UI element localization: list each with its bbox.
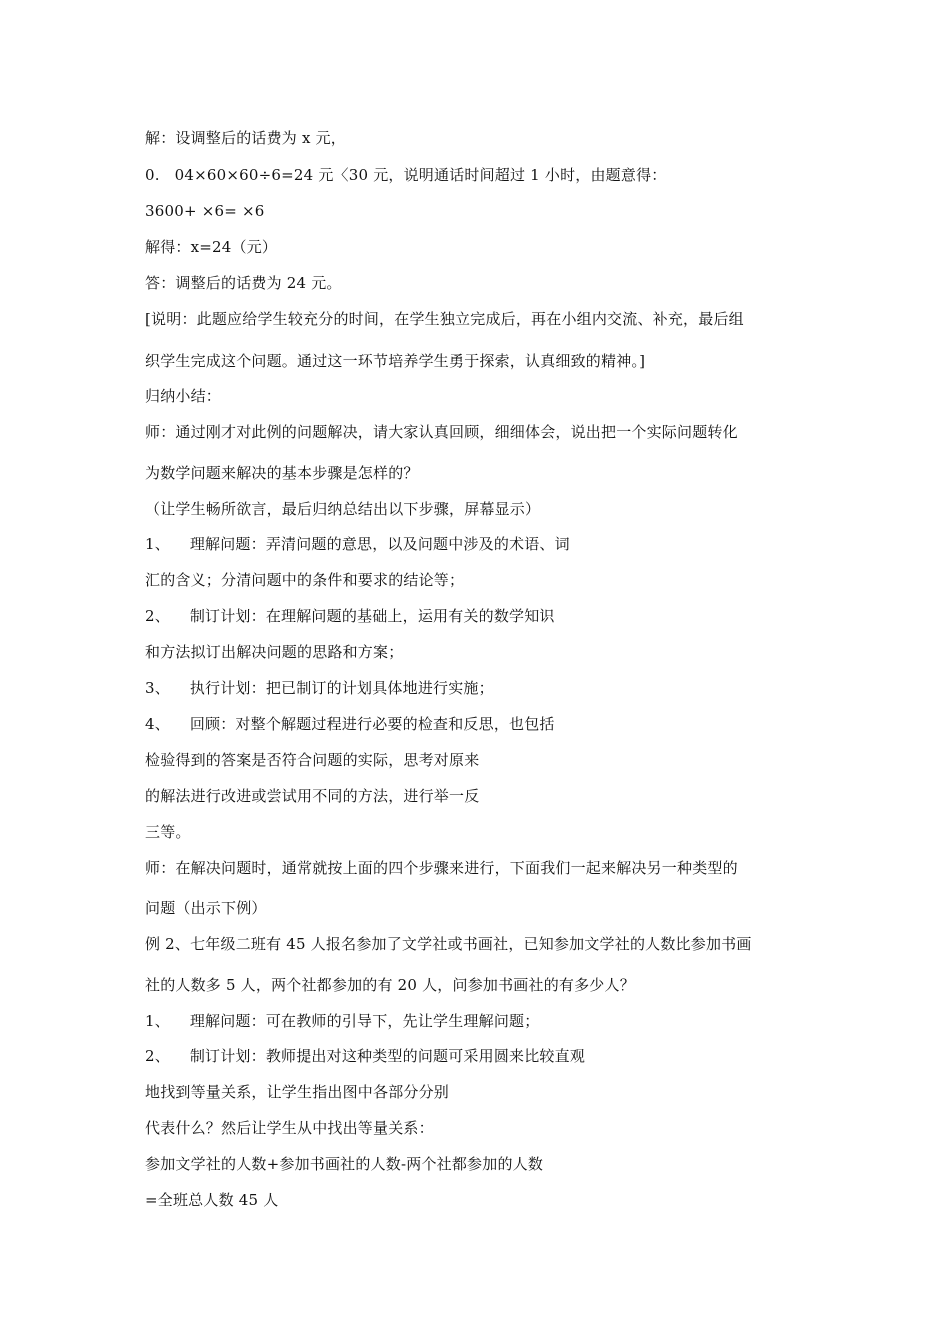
equality-relation-line-2: =全班总人数 45 人: [145, 1191, 279, 1209]
step-1-line-2: 汇的含义；分清问题中的条件和要求的结论等；: [145, 571, 465, 589]
note-line-1: [说明：此题应给学生较充分的时间，在学生独立完成后，再在小组内交流、补充，最后组: [145, 310, 744, 328]
teacher-line-2: 为数学问题来解决的基本步骤是怎样的？: [145, 464, 419, 482]
example-step-2-line-1: 2、 制订计划：教师提出对这种类型的问题可采用圆来比较直观: [145, 1047, 586, 1065]
example-2-line-1: 例 2、七年级二班有 45 人报名参加了文学社或书画社，已知参加文学社的人数比参加书画: [145, 935, 752, 953]
equation-line: 3600+ ×6= ×6: [145, 202, 265, 220]
teacher-line-1: 师：通过刚才对此例的问题解决，请大家认真回顾，细细体会，说出把一个实际问题转化: [145, 423, 738, 441]
equality-relation-line-1: 参加文学社的人数+参加书画社的人数-两个社都参加的人数: [145, 1155, 544, 1173]
summary-heading: 归纳小结：: [145, 387, 222, 405]
student-prompt-line: （让学生畅所欲言，最后归纳总结出以下步骤，屏幕显示）: [145, 500, 541, 518]
step-2-line-2: 和方法拟订出解决问题的思路和方案；: [145, 643, 404, 661]
teacher-transition-line-1: 师：在解决问题时，通常就按上面的四个步骤来进行，下面我们一起来解决另一种类型的: [145, 859, 738, 877]
step-4-line-3: 的解法进行改进或尝试用不同的方法，进行举一反: [145, 787, 480, 805]
example-step-2-line-3: 代表什么？然后让学生从中找出等量关系：: [145, 1119, 434, 1137]
example-step-1-line: 1、 理解问题：可在教师的引导下，先让学生理解问题；: [145, 1012, 540, 1030]
step-4-line-4: 三等。: [145, 823, 191, 841]
solution-result-line: 解得：x=24（元）: [145, 238, 278, 256]
calculation-line: 0. 04×60×60÷6=24 元〈30 元，说明通话时间超过 1 小时，由题意得：: [145, 166, 667, 184]
answer-line: 答：调整后的话费为 24 元。: [145, 274, 342, 292]
step-4-line-2: 检验得到的答案是否符合问题的实际，思考对原来: [145, 751, 480, 769]
step-1-line-1: 1、 理解问题：弄清问题的意思，以及问题中涉及的术语、词: [145, 535, 570, 553]
step-3-line: 3、 执行计划：把已制订的计划具体地进行实施；: [145, 679, 494, 697]
example-2-line-2: 社的人数多 5 人，两个社都参加的有 20 人，问参加书画社的有多少人？: [145, 976, 635, 994]
solution-intro-line: 解：设调整后的话费为 x 元，: [145, 129, 346, 147]
note-line-2: 织学生完成这个问题。通过这一环节培养学生勇于探索，认真细致的精神。]: [145, 352, 646, 370]
step-2-line-1: 2、 制订计划：在理解问题的基础上，运用有关的数学知识: [145, 607, 555, 625]
teacher-transition-line-2: 问题（出示下例）: [145, 899, 267, 917]
step-4-line-1: 4、 回顾：对整个解题过程进行必要的检查和反思，也包括: [145, 715, 555, 733]
example-step-2-line-2: 地找到等量关系，让学生指出图中各部分分别: [145, 1083, 450, 1101]
